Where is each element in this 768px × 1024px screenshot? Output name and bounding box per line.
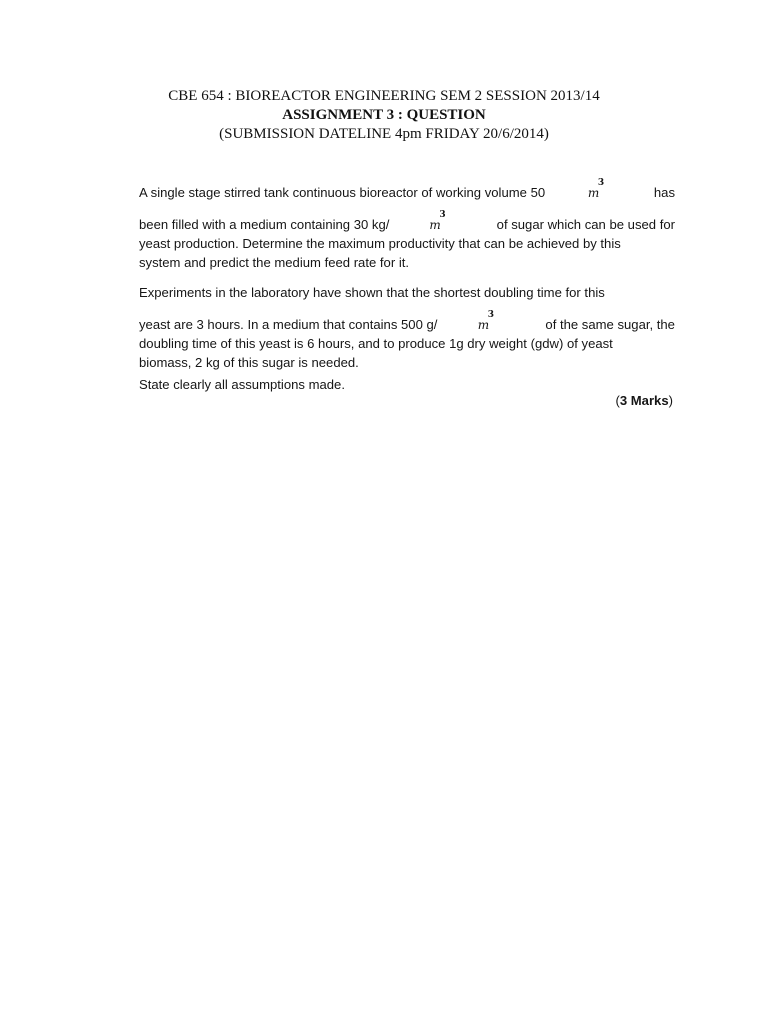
p1-l1-text-b: has <box>653 185 675 200</box>
paragraph-1-line-4: system and predict the medium feed rate for it. <box>139 255 410 270</box>
p1-l2-text-b: of sugar which can be used for <box>496 217 675 232</box>
p2-l3-text: doubling time of this yeast is 6 hours, and to produce 1g dry weight (gdw) of yeast <box>139 336 613 351</box>
paragraph-1 <box>139 178 675 272</box>
paragraph-2 <box>139 283 675 372</box>
assignment-header <box>0 87 768 144</box>
paragraph-2-line-2 <box>139 310 675 334</box>
marks-value: 3 Marks <box>619 393 669 408</box>
unit-symbol: m <box>587 186 600 200</box>
p1-l1-text-a: A single stage stirred tank continuous bioreactor of working volume 50 <box>139 185 546 200</box>
paragraph-2-line-1 <box>139 283 675 302</box>
unit-cubic-meter <box>587 178 605 203</box>
unit-cubic-meter <box>429 210 446 235</box>
p2-l2-text-a: yeast are 3 hours. In a medium that contains 500 g/ <box>139 317 438 332</box>
unit-cubic-meter <box>477 310 494 335</box>
paragraph-1-line-3 <box>139 234 675 253</box>
unit-exponent: 3 <box>439 210 446 220</box>
p2-l2-text-b: of the same sugar, the <box>545 317 675 332</box>
p1-l3-text: yeast production. Determine the maximum productivity that can be achieved by this <box>139 236 621 251</box>
marks-open-paren: ( <box>615 393 620 408</box>
unit-exponent: 3 <box>487 310 494 320</box>
assignment-title: ASSIGNMENT 3 : QUESTION <box>282 107 486 123</box>
marks-close-paren: ) <box>668 393 673 408</box>
marks-label <box>615 391 673 410</box>
p1-l2-text-a: been filled with a medium containing 30 kg/ <box>139 217 390 232</box>
unit-exponent: 3 <box>597 178 605 188</box>
paragraph-3 <box>139 375 675 394</box>
paragraph-1-line-1 <box>139 178 675 202</box>
unit-symbol: m <box>477 318 490 332</box>
submission-deadline: (SUBMISSION DATELINE 4pm FRIDAY 20/6/2014) <box>219 126 549 142</box>
paragraph-1-line-2 <box>139 210 675 234</box>
course-title: CBE 654 : BIOREACTOR ENGINEERING SEM 2 SESSION 2013/14 <box>168 88 600 104</box>
p2-l1-text: Experiments in the laboratory have shown that the shortest doubling time for this <box>139 285 605 300</box>
paragraph-2-line-3 <box>139 334 675 353</box>
assumptions-note: State clearly all assumptions made. <box>139 377 345 392</box>
unit-symbol: m <box>429 218 441 232</box>
paragraph-2-line-4: biomass, 2 kg of this sugar is needed. <box>139 355 359 370</box>
